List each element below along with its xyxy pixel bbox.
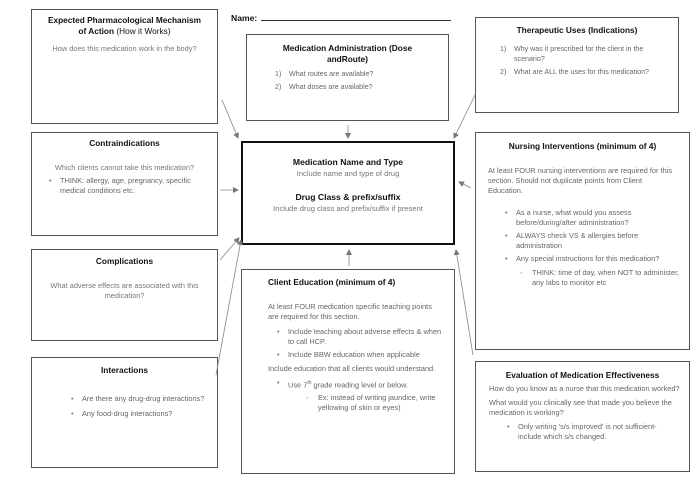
mechanism-question: How does this medication work in the body? [52, 44, 197, 53]
list-item: 1) Why was it prescribed for the client in the scenario? [500, 45, 644, 63]
list-item: • Any food-drug interactions? [62, 409, 207, 419]
contraindications-title: Contraindications [89, 138, 160, 148]
list-item: • Include BBW education when applicable [268, 350, 448, 360]
arrow-mechanism [222, 100, 238, 138]
drug-class-subtitle: Include drug class and prefix/suffix if present [273, 204, 423, 213]
drug-class-title: Drug Class & prefix/suffix [295, 192, 401, 202]
education-grade-level: • Use 7th grade reading level or below. [268, 378, 448, 390]
complications-title: Complications [95, 256, 154, 266]
education-intro: At least FOUR medication specific teaching points are required for this section. [268, 302, 432, 321]
list-item: • Include teaching about adverse effects & when to call HCP. [268, 327, 448, 347]
arrow-nursing [459, 182, 471, 188]
evaluation-q1: How do you know as a nurse that this medication worked? [489, 384, 680, 393]
evaluation-title: Evaluation of Medication Effectiveness [505, 370, 660, 380]
list-item: 2) What doses are available? [275, 83, 373, 91]
arrow-interactions [216, 240, 241, 375]
sub-list-item: ◦ THINK: time of day, when NOT to administer, any labs to monitor etc [510, 268, 681, 288]
complications-question: What adverse effects are associated with this medication? [50, 281, 199, 300]
list-item: 1) What routes are available? [275, 70, 374, 78]
nursing-title: Nursing Interventions (minimum of 4) [508, 141, 657, 151]
arrow-complications [220, 238, 239, 260]
list-item: • As a nurse, what would you assess before/during/after administration? [496, 208, 681, 228]
list-item: • ALWAYS check VS & allergies before administration [496, 231, 681, 251]
list-item: 2) What are ALL the uses for this medication? [500, 68, 649, 76]
medication-name-subtitle: Include name and type of drug [296, 169, 400, 178]
mechanism-title: Expected Pharmacological Mechanism of Action (How it Works) [47, 15, 202, 36]
evaluation-q2: What would you clinically see that made you believe the medication is working? [489, 398, 672, 417]
list-item: • Are there any drug-drug interactions? [62, 394, 207, 404]
medication-name-title: Medication Name and Type [292, 157, 404, 167]
administration-title: Medication Administration (Dose andRoute) [282, 43, 413, 64]
therapeutic-title: Therapeutic Uses (Indications) [516, 25, 638, 35]
interactions-title: Interactions [100, 365, 149, 375]
name-label: Name: [231, 13, 258, 23]
nursing-intro: At least FOUR nursing interventions are required for this section. Should not duplicate points from Client Education. [488, 166, 673, 195]
education-middle: Include education that all clients would understand. [268, 364, 436, 373]
contraindications-question: Which clients cannot take this medication? [54, 163, 195, 172]
list-item: • Any special instructions for this medication? [496, 254, 681, 264]
arrow-therapeutic [454, 95, 475, 138]
education-title: Client Education (minimum of 4) [268, 277, 396, 287]
education-example: ◦ Ex: instead of writing jaundice, write yellowing of skin or eyes) [296, 393, 448, 413]
evaluation-bullet: • Only writing 's/s improved' is not sufficient- include which s/s changed. [498, 422, 681, 442]
arrow-evaluation [456, 250, 473, 355]
contraindications-bullet: • THINK: allergy, age, pregnancy, specific medical conditions etc. [40, 176, 209, 196]
